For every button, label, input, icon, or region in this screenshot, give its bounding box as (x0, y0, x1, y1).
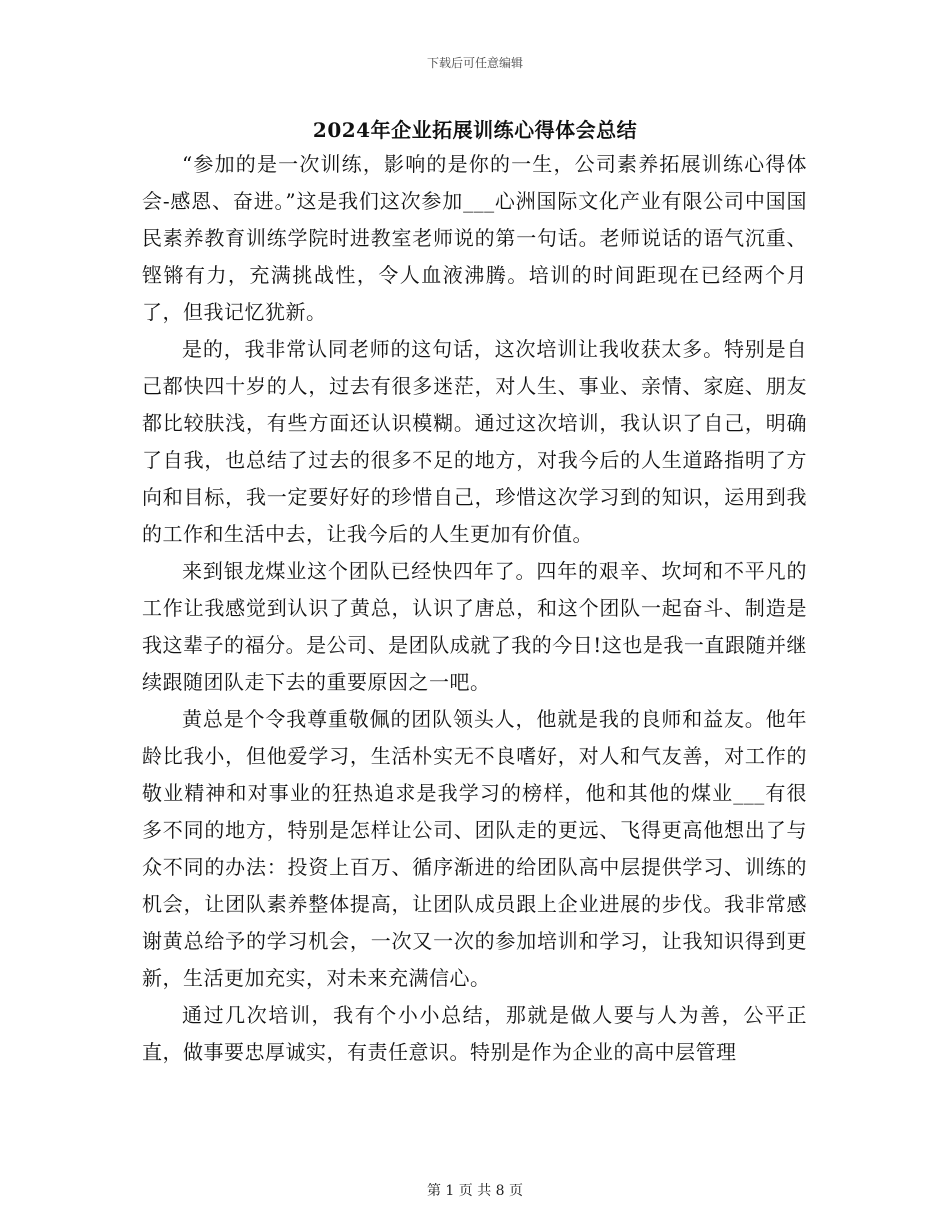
paragraph: 通过几次培训，我有个小小总结，那就是做人要与人为善，公平正直，做事要忠厚诚实，有责任意识。特别是作为企业的高中层管理 (142, 1003, 807, 1064)
paragraph: 黄总是个令我尊重敬佩的团队领头人，他就是我的良师和益友。他年龄比我小，但他爱学习，生活朴实无不良嗜好，对人和气友善，对工作的敬业精神和对事业的狂热追求是我学习的榜样，他和其他的煤业___有很多不同的地方，特别是怎样让公司、团队走的更远、飞得更高他想出了与众不同的办法：投资上百万、循序渐进的给团队高中层提供学习、训练的机会，让团队素养整体提高，让团队成员跟上企业进展的步伐。我非常感谢黄总给予的学习机会，一次又一次的参加培训和学习，让我知识得到更新，生活更加充实，对未来充满信心。 (142, 707, 807, 990)
document-body (142, 146, 807, 1071)
paragraph: “参加的是一次训练，影响的是你的一生，公司素养拓展训练心得体会-感恩、奋进。”这是我们这次参加___心洲国际文化产业有限公司中国国民素养教育训练学院时进教室老师说的第一句话。老师说话的语气沉重、铿锵有力，充满挑战性，令人血液沸腾。培训的时间距现在已经两个月了，但我记忆犹新。 (142, 152, 807, 324)
header-note: 下载后可任意编辑 (426, 56, 523, 70)
paragraph: 来到银龙煤业这个团队已经快四年了。四年的艰辛、坎坷和不平凡的工作让我感觉到认识了黄总，认识了唐总，和这个团队一起奋斗、制造是我这辈子的福分。是公司、是团队成就了我的今日!这也是我一直跟随并继续跟随团队走下去的重要原因之一吧。 (142, 559, 807, 694)
document-title: 2024年企业拓展训练心得体会总结 (312, 118, 638, 142)
page-footer: 第 1 页 共 8 页 (426, 1183, 524, 1199)
paragraph: 是的，我非常认同老师的这句话，这次培训让我收获太多。特别是自己都快四十岁的人，过去有很多迷茫，对人生、事业、亲情、家庭、朋友都比较肤浅，有些方面还认识模糊。通过这次培训，我认识了自己，明确了自我，也总结了过去的很多不足的地方，对我今后的人生道路指明了方向和目标，我一定要好好的珍惜自己，珍惜这次学习到的知识，运用到我的工作和生活中去，让我今后的人生更加有价值。 (142, 337, 807, 546)
